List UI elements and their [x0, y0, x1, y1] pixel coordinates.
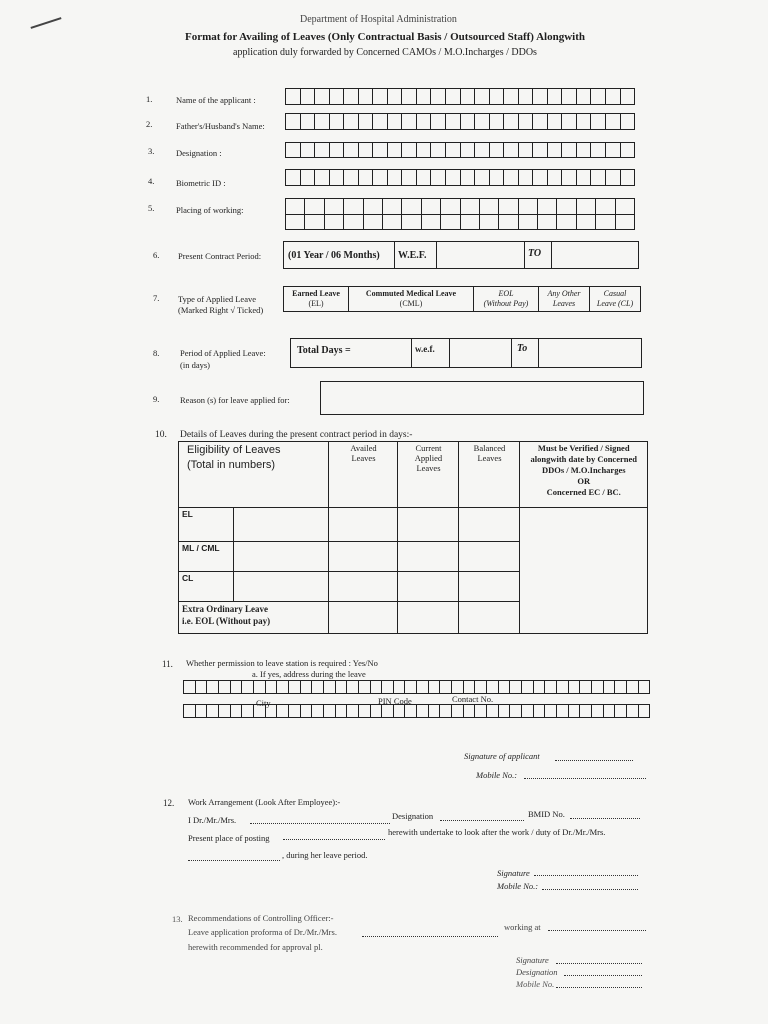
undertaking-text: herewith undertake to look after the work / duty of Dr./Mr./Mrs.	[388, 827, 606, 837]
field-number: 5.	[148, 203, 155, 213]
wef-label: w.e.f.	[415, 344, 435, 354]
current-header: Current	[415, 443, 442, 453]
proforma-name-field[interactable]	[362, 928, 498, 937]
contract-from-date-field[interactable]	[436, 242, 524, 268]
availed-cell[interactable]	[329, 572, 398, 602]
verification-cell[interactable]	[520, 508, 648, 634]
contract-period-label: Present Contract Period:	[178, 251, 262, 261]
father-name-label: Father's/Husband's Name:	[176, 121, 265, 131]
recommendation-heading: Recommendations of Controlling Officer:-	[188, 913, 334, 923]
eligibility-subheader: (Total in numbers)	[187, 459, 276, 471]
address-prompt: a. If yes, address during the leave	[252, 669, 366, 679]
field-number: 2.	[146, 119, 153, 129]
current-cell[interactable]	[398, 602, 459, 634]
to-label: To	[517, 343, 528, 354]
eligibility-cell[interactable]	[234, 572, 329, 602]
form-title: Format for Availing of Leaves (Only Contractual Basis / Outsourced Staff) Alongwith	[185, 31, 585, 43]
biometric-id-label: Biometric ID :	[176, 178, 226, 188]
balanced-cell[interactable]	[459, 602, 520, 634]
leave-to-date-field[interactable]	[537, 339, 641, 367]
proforma-label: Leave application proforma of Dr./Mr./Mrs.	[188, 927, 337, 937]
leave-type-el[interactable]: Earned Leave (EL)	[284, 287, 349, 311]
contract-to-date-field[interactable]	[550, 242, 638, 268]
covered-employee-field[interactable]	[188, 852, 280, 861]
to-label: TO	[528, 248, 542, 259]
work-arrangement-heading: Work Arrangement (Look After Employee):-	[188, 797, 341, 807]
leave-period-label: Period of Applied Leave:	[180, 348, 266, 358]
look-after-name-field[interactable]	[250, 815, 390, 824]
officer-signature-label: Signature	[516, 955, 549, 965]
row-label-cl: CL	[179, 572, 234, 602]
posting-field[interactable]	[283, 831, 385, 840]
field-number: 13.	[172, 914, 183, 924]
leave-type-sublabel: (Marked Right √ Ticked)	[178, 305, 264, 315]
applicant-mobile-label: Mobile No.:	[476, 770, 518, 780]
table-row: Extra Ordinary Leave i.e. EOL (Without pay)	[179, 602, 648, 634]
current-cell[interactable]	[398, 542, 459, 572]
look-after-mobile-label: Mobile No.:	[497, 881, 539, 891]
father-name-field[interactable]	[285, 113, 635, 130]
contract-duration-text: (01 Year / 06 Months)	[288, 250, 380, 261]
leave-from-date-field[interactable]	[449, 339, 512, 367]
officer-designation-field[interactable]	[564, 967, 642, 976]
balanced-cell[interactable]	[459, 542, 520, 572]
officer-mobile-field[interactable]	[556, 979, 642, 988]
place-of-working-label: Placing of working:	[176, 205, 244, 215]
bmid-field[interactable]	[570, 810, 640, 819]
balanced-header: Balanced	[473, 443, 506, 453]
availed-cell[interactable]	[329, 542, 398, 572]
leave-details-table: Eligibility of Leaves (Total in numbers) Availed Leaves Current Applied Leaves Balanced Leaves Must be Verified / Signed alongwith date by Concerned DDOs / M.O.Incharges OR Concerned EC / BC. EL ML / CML CL Extra Ordinary Leave i.e. EOL (Without pay)	[178, 441, 648, 634]
current-cell[interactable]	[398, 508, 459, 542]
current-cell[interactable]	[398, 572, 459, 602]
applicant-signature-label: Signature of applicant	[464, 751, 540, 761]
bmid-label: BMID No.	[528, 809, 565, 819]
officer-mobile-label: Mobile No.	[516, 979, 555, 989]
balanced-cell[interactable]	[459, 508, 520, 542]
row-label-cml: ML / CML	[179, 542, 234, 572]
leave-type-label: Type of Applied Leave	[178, 294, 257, 304]
table-row	[179, 508, 648, 542]
availed-header: Availed	[350, 443, 377, 453]
officer-designation-label: Designation	[516, 967, 558, 977]
eligibility-cell[interactable]	[234, 542, 329, 572]
leave-reason-field[interactable]	[320, 381, 644, 415]
city-pin-contact-field[interactable]	[183, 704, 650, 718]
city-label: City	[256, 698, 271, 708]
look-after-designation-label: Designation	[392, 811, 434, 821]
address-field[interactable]	[183, 680, 650, 694]
posting-label: Present place of posting	[188, 833, 270, 843]
pen-mark	[30, 17, 61, 29]
pin-code-label: PIN Code	[378, 696, 412, 706]
eligibility-header: Eligibility of Leaves	[187, 444, 281, 456]
designation-field[interactable]	[285, 142, 635, 158]
field-number: 8.	[153, 348, 160, 358]
form-subtitle: application duly forwarded by Concerned CAMOs / M.O.Incharges / DDOs	[233, 47, 537, 58]
field-number: 4.	[148, 176, 155, 186]
station-question: Whether permission to leave station is required : Yes/No	[186, 658, 378, 668]
leave-type-cl[interactable]: Casual Leave (CL)	[596, 289, 634, 308]
leave-period-text: , during her leave period.	[282, 850, 368, 860]
applicant-name-label: Name of the applicant :	[176, 95, 256, 105]
biometric-id-field[interactable]	[285, 169, 635, 186]
leave-table-heading: Details of Leaves during the present contract period in days:-	[180, 430, 413, 440]
recommended-text: herewith recommended for approval pl.	[188, 942, 323, 952]
balanced-cell[interactable]	[459, 572, 520, 602]
verification-header: Must be Verified / Signed	[537, 443, 630, 453]
leave-type-selector	[283, 286, 641, 312]
leave-reason-label: Reason (s) for leave applied for:	[180, 395, 290, 405]
row-label-el: EL	[179, 508, 234, 542]
field-number: 10.	[155, 430, 167, 440]
look-after-mobile-field[interactable]	[542, 881, 638, 890]
availed-cell[interactable]	[329, 602, 398, 634]
officer-signature-field[interactable]	[556, 955, 642, 964]
place-of-working-field[interactable]	[285, 198, 635, 230]
field-number: 1.	[146, 94, 153, 104]
availed-cell[interactable]	[329, 508, 398, 542]
working-at-field[interactable]	[548, 922, 646, 931]
leave-period-box	[290, 338, 642, 368]
field-number: 7.	[153, 293, 160, 303]
eligibility-cell[interactable]	[234, 508, 329, 542]
designation-label: Designation :	[176, 148, 222, 158]
field-number: 3.	[148, 146, 155, 156]
wef-label: W.E.F.	[398, 250, 427, 261]
department-name: Department of Hospital Administration	[300, 14, 457, 25]
look-after-signature-label: Signature	[497, 868, 530, 878]
field-number: 9.	[153, 394, 160, 404]
look-after-designation-field[interactable]	[440, 812, 524, 821]
row-label-eol: Extra Ordinary Leave	[182, 604, 268, 614]
total-days-label: Total Days =	[297, 345, 351, 356]
contact-no-label: Contact No.	[452, 694, 494, 704]
field-number: 12.	[163, 798, 175, 808]
contract-period-box	[283, 241, 639, 269]
leave-type-other[interactable]: Any Other Leaves	[539, 287, 590, 311]
applicant-mobile-field[interactable]	[524, 770, 646, 779]
working-at-label: working at	[504, 922, 541, 932]
look-after-name-label: I Dr./Mr./Mrs.	[188, 815, 237, 825]
applicant-name-field[interactable]	[285, 88, 635, 105]
field-number: 6.	[153, 250, 160, 260]
applicant-signature-field[interactable]	[555, 752, 633, 761]
look-after-signature-field[interactable]	[534, 867, 638, 876]
leave-type-cml[interactable]: Commuted Medical Leave (CML)	[349, 287, 474, 311]
leave-period-sublabel: (in days)	[180, 360, 210, 370]
field-number: 11.	[162, 659, 173, 669]
leave-type-eol[interactable]: EOL (Without Pay)	[474, 287, 539, 311]
